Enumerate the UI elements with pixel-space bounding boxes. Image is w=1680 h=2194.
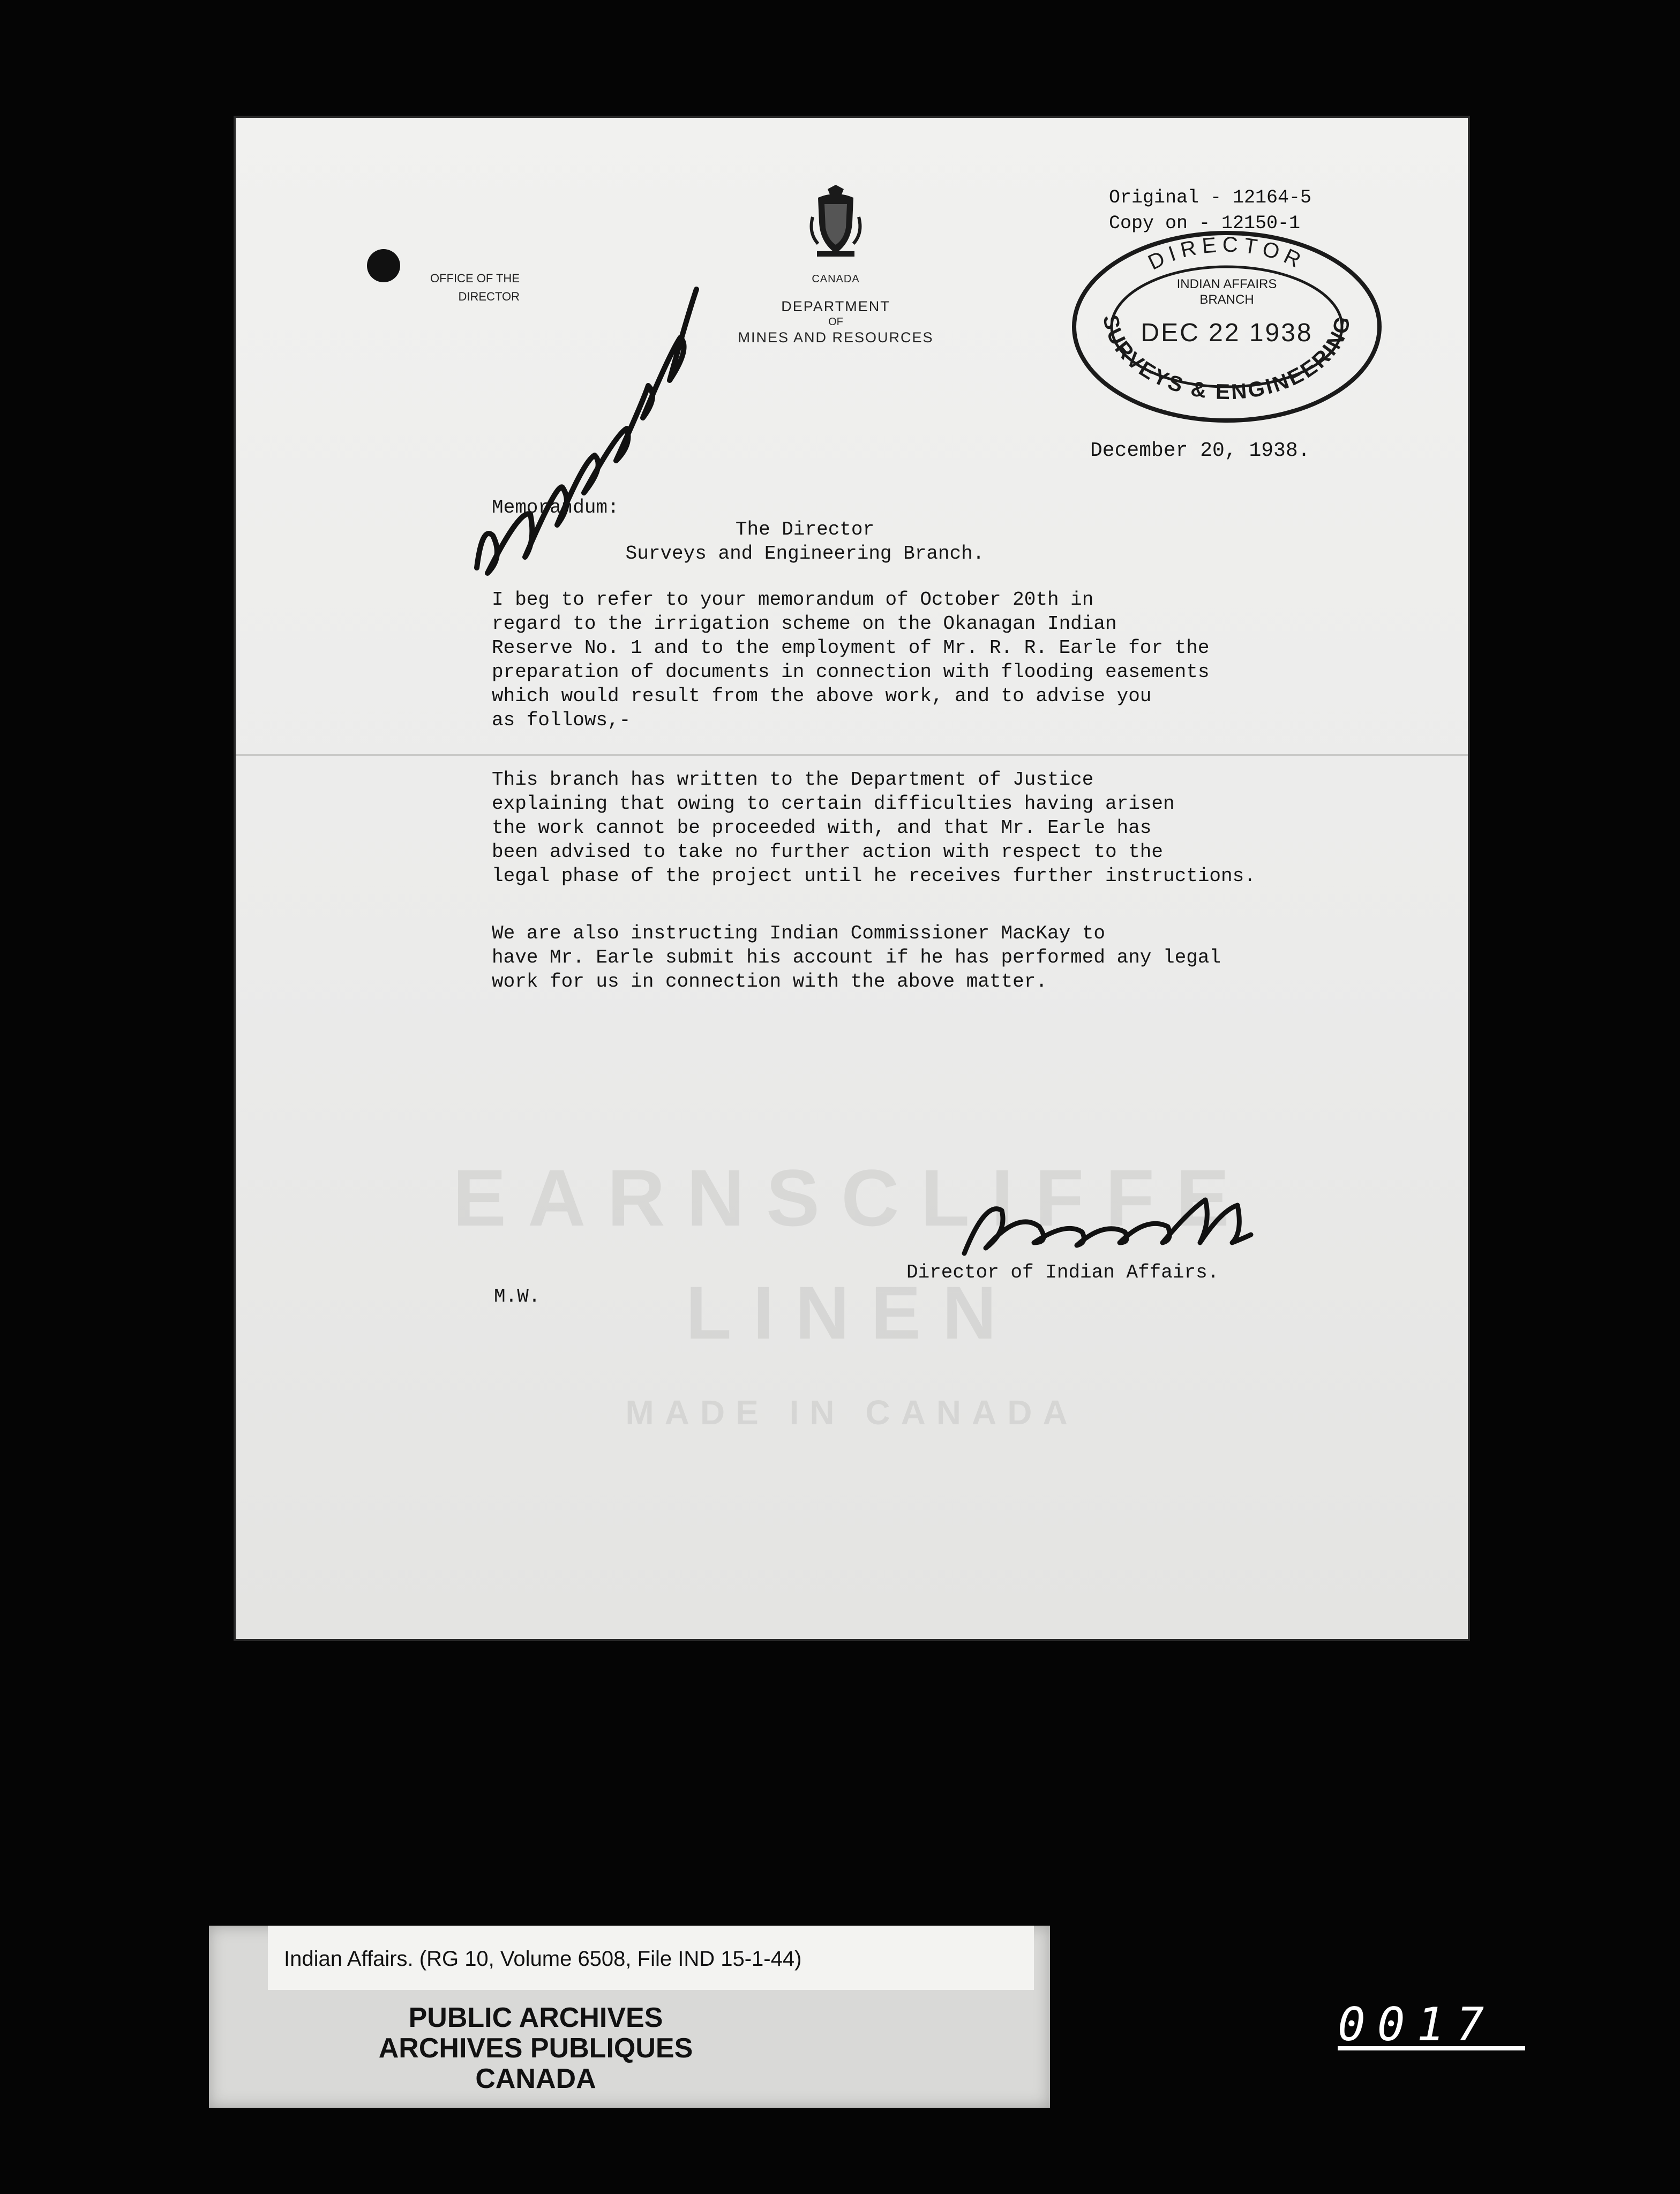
department-name: MINES AND RESOURCES (738, 329, 934, 345)
archive-reference: Indian Affairs. (RG 10, Volume 6508, File IND 15-1-44) (284, 1947, 802, 1971)
stamp-bottom-arc: SURVEYS & ENGINEERING (1098, 312, 1356, 404)
paper-fold (236, 754, 1468, 756)
coat-of-arms-icon (806, 185, 865, 260)
memorandum-label: Memorandum: (492, 497, 619, 519)
copy-reference: Copy on - 12150-1 (1109, 213, 1301, 234)
typist-initials: M.W. (494, 1286, 541, 1308)
department-of: OF (828, 316, 843, 328)
watermark-line2: LINEN (686, 1271, 1018, 1355)
department-label: DEPARTMENT (781, 298, 890, 314)
original-reference: Original - 12164-5 (1109, 187, 1312, 208)
letter-sheet (236, 118, 1468, 1639)
archive-line3: CANADA (475, 2063, 596, 2094)
archive-line2: ARCHIVES PUBLIQUES (378, 2033, 693, 2064)
office-line2: DIRECTOR (458, 290, 520, 303)
received-stamp (1066, 222, 1388, 426)
department-heading (707, 273, 964, 347)
signature-title: Director of Indian Affairs. (906, 1261, 1219, 1283)
frame-number: 0017 (1338, 2003, 1525, 2050)
stamp-inner-line2: BRANCH (1199, 292, 1254, 307)
punch-hole (367, 249, 400, 282)
archive-reference-tab (268, 1926, 1034, 1990)
stamp-inner-line1: INDIAN AFFAIRS (1176, 277, 1277, 291)
paragraph-3: We are also instructing Indian Commissioner MacKay to have Mr. Earle submit his account if he has performed any legal work for us in connection with the above matter. (492, 922, 1221, 993)
letter-date: December 20, 1938. (1090, 439, 1310, 462)
watermark-line1: EARNSCLIFFE (453, 1153, 1251, 1243)
director-signature (954, 1189, 1254, 1269)
stamp-top-arc: DIRECTOR (1144, 232, 1309, 275)
paragraph-2: This branch has written to the Department of Justice explaining that owing to certain difficulties having arisen the work cannot be proceeded with, and that Mr. Earle has been advised to take no further action with respect to the legal phase of the project until he receives further instructions. (492, 769, 1256, 887)
archive-line1: PUBLIC ARCHIVES (408, 2002, 663, 2033)
archive-label (209, 1926, 1050, 2108)
office-line1: OFFICE OF THE (430, 272, 520, 285)
country-label: CANADA (812, 273, 860, 285)
paragraph-1: I beg to refer to your memorandum of October 20th in regard to the irrigation scheme on the Okanagan Indian Reserve No. 1 and to the employment of Mr. R. R. Earle for the preparation of documents in connection with flooding easements which would result from the above work, and to advise you as follows,- (492, 589, 1210, 731)
watermark-line3: MADE IN CANADA (625, 1393, 1078, 1432)
archive-name (268, 1990, 804, 2108)
addressee-line2: Surveys and Engineering Branch. (625, 543, 985, 565)
stamp-date: DEC 22 1938 (1141, 319, 1313, 347)
addressee-line1: The Director (735, 519, 875, 540)
